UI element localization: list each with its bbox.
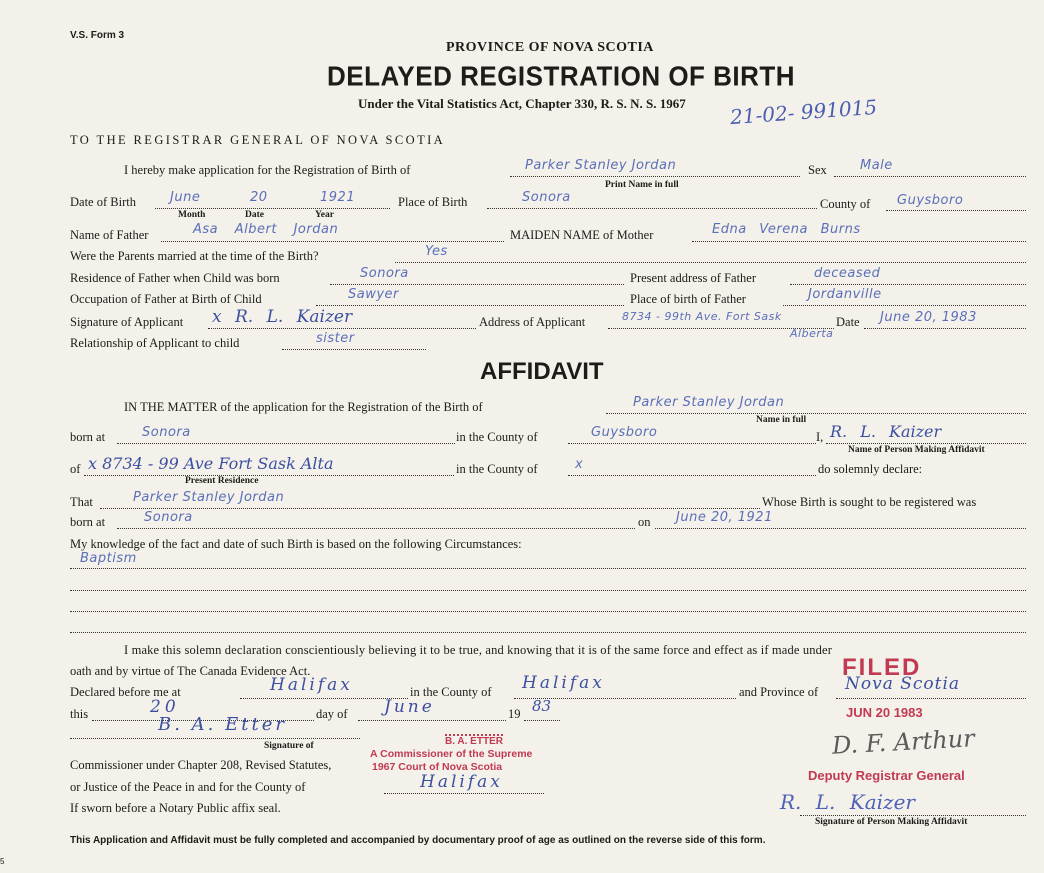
day-value: 20 [150, 697, 180, 717]
father-value: Asa Albert Jordan [193, 222, 339, 237]
stamp-deputy-registrar: Deputy Registrar General [808, 768, 965, 783]
in-county-value: Guysboro [591, 425, 658, 440]
province-heading: PROVINCE OF NOVA SCOTIA [446, 40, 654, 55]
stamp-filed: FILED [842, 654, 922, 681]
stamp-commissioner-title: A Commissioner of the Supreme [370, 748, 533, 760]
dob-month-value: June [170, 190, 201, 205]
residence-value: Sonora [360, 266, 409, 281]
father-birthplace-label: Place of birth of Father [630, 292, 746, 306]
to-registrar-line: TO THE REGISTRAR GENERAL OF NOVA SCOTIA [70, 133, 446, 147]
matter-label: IN THE MATTER of the application for the Registration of the Birth of [124, 400, 483, 414]
born-at-2-value: Sonora [144, 510, 193, 525]
sex-value: Male [860, 158, 893, 173]
present-residence-caption: Present Residence [185, 476, 259, 486]
this-label: this [70, 707, 89, 721]
declared-label: Declared before me at [70, 685, 181, 699]
born-at-label: born at [70, 430, 106, 444]
footer-note: This Application and Affidavit must be fully completed and accompanied by documentary proof of age as outlined on the reverse side of this form. [70, 835, 766, 846]
present-address-value: deceased [814, 266, 881, 281]
place-label: Place of Birth [398, 195, 468, 209]
on-label: on [638, 515, 651, 529]
in-county-2-value: x [575, 457, 584, 472]
apply-label: I hereby make application for the Registration of Birth of [124, 163, 411, 177]
applicant-signature-label: Signature of Applicant [70, 315, 184, 329]
month-caption: Month [178, 210, 206, 220]
circumstances-value: Baptism [80, 551, 137, 566]
present-address-label: Present address of Father [630, 271, 757, 285]
province-label: and Province of [739, 685, 819, 699]
month-value: June [384, 697, 435, 717]
date-value: June 20, 1983 [880, 310, 977, 325]
i-label: I, [816, 430, 824, 444]
signature-of-caption: Signature of [264, 741, 314, 751]
notary-label: If sworn before a Notary Public affix seal. [70, 801, 281, 815]
declaration-text-1: I make this solemn declaration conscientiously believing it to be true, and knowing that it is of the same force and effect as if made under [124, 643, 833, 657]
applicant-address-province: Alberta [790, 327, 834, 340]
affiant-signature: R. L. Kaizer [780, 790, 915, 814]
stamp-commissioner-court: 1967 Court of Nova Scotia [372, 761, 503, 773]
form-number: V.S. Form 3 [70, 30, 125, 41]
registration-number: 21-02- 991015 [729, 94, 878, 130]
signature-affiant-caption: Signature of Person Making Affidavit [815, 817, 968, 827]
year-value: 83 [532, 697, 552, 715]
date-label: Date [836, 315, 860, 329]
place-value: Sonora [522, 190, 571, 205]
affidavit-title: AFFIDAVIT [480, 358, 604, 385]
in-county-3-value: Halifax [522, 673, 605, 693]
affiant-caption: Name of Person Making Affidavit [848, 445, 985, 455]
in-county-3-label: in the County of [410, 685, 492, 699]
relationship-label: Relationship of Applicant to child [70, 336, 240, 350]
dob-label: Date of Birth [70, 195, 136, 209]
declaration-text-2: oath and by virtue of The Canada Evidence Act. [70, 664, 311, 678]
justice-county-value: Halifax [420, 772, 503, 792]
that-name-value: Parker Stanley Jordan [133, 490, 285, 505]
residence-label: Residence of Father when Child was born [70, 271, 280, 285]
knowledge-label: My knowledge of the fact and date of such Birth is based on the following Circumstances: [70, 537, 522, 551]
margin-mark: 5 [0, 857, 5, 866]
relationship-value: sister [316, 331, 355, 346]
applicant-address-label: Address of Applicant [479, 315, 586, 329]
on-date-value: June 20, 1921 [676, 510, 773, 525]
county-value: Guysboro [897, 193, 964, 208]
of-residence-value: x 8734 - 99 Ave Fort Sask Alta [88, 454, 334, 473]
province-value: Nova Scotia [845, 674, 961, 694]
child-name-value: Parker Stanley Jordan [525, 158, 677, 173]
stamp-commissioner-name: B. A. ETTER [445, 736, 503, 747]
solemnly-declare-label: do solemnly declare: [818, 462, 923, 476]
year-prefix-label: 19 [508, 707, 521, 721]
sex-label: Sex [808, 163, 827, 177]
dob-year-value: 1921 [320, 190, 356, 205]
date-caption: Date [245, 210, 264, 220]
year-caption: Year [315, 210, 334, 220]
married-label: Were the Parents married at the time of the Birth? [70, 249, 319, 263]
form-title: DELAYED REGISTRATION OF BIRTH [327, 59, 796, 93]
mother-value: Edna Verena Burns [712, 222, 861, 237]
commissioner-label: Commissioner under Chapter 208, Revised Statutes, [70, 758, 332, 772]
mother-label: MAIDEN NAME of Mother [510, 228, 654, 242]
father-label: Name of Father [70, 228, 149, 242]
married-value: Yes [425, 244, 448, 259]
born-at-value: Sonora [142, 425, 191, 440]
county-label: County of [820, 197, 871, 211]
form-subtitle: Under the Vital Statistics Act, Chapter 330, R. S. N. S. 1967 [358, 96, 686, 111]
affiant-value: R. L. Kaizer [830, 422, 942, 441]
applicant-signature: x R. L. Kaizer [212, 307, 353, 327]
in-county-2-label: in the County of [456, 462, 538, 476]
day-of-label: day of [316, 707, 348, 721]
applicant-address-value: 8734 - 99th Ave. Fort Sask [622, 310, 782, 323]
commissioner-signature: B. A. Etter [158, 714, 287, 735]
that-label: That [70, 495, 93, 509]
registrar-signature: D. F. Arthur [831, 724, 976, 760]
declared-at-value: Halifax [270, 675, 353, 695]
dob-day-value: 20 [250, 190, 268, 205]
in-county-label: in the County of [456, 430, 538, 444]
of-label: of [70, 462, 81, 476]
justice-label: or Justice of the Peace in and for the County of [70, 780, 306, 794]
whose-birth-label: Whose Birth is sought to be registered was [762, 495, 977, 509]
matter-name-value: Parker Stanley Jordan [633, 395, 785, 410]
name-in-full-caption: Name in full [756, 415, 807, 425]
father-birthplace-value: Jordanville [808, 287, 882, 302]
print-name-caption: Print Name in full [605, 180, 679, 190]
occupation-value: Sawyer [348, 287, 399, 302]
stamp-filed-date: JUN 20 1983 [846, 705, 923, 720]
born-at-2-label: born at [70, 515, 106, 529]
occupation-label: Occupation of Father at Birth of Child [70, 292, 262, 306]
